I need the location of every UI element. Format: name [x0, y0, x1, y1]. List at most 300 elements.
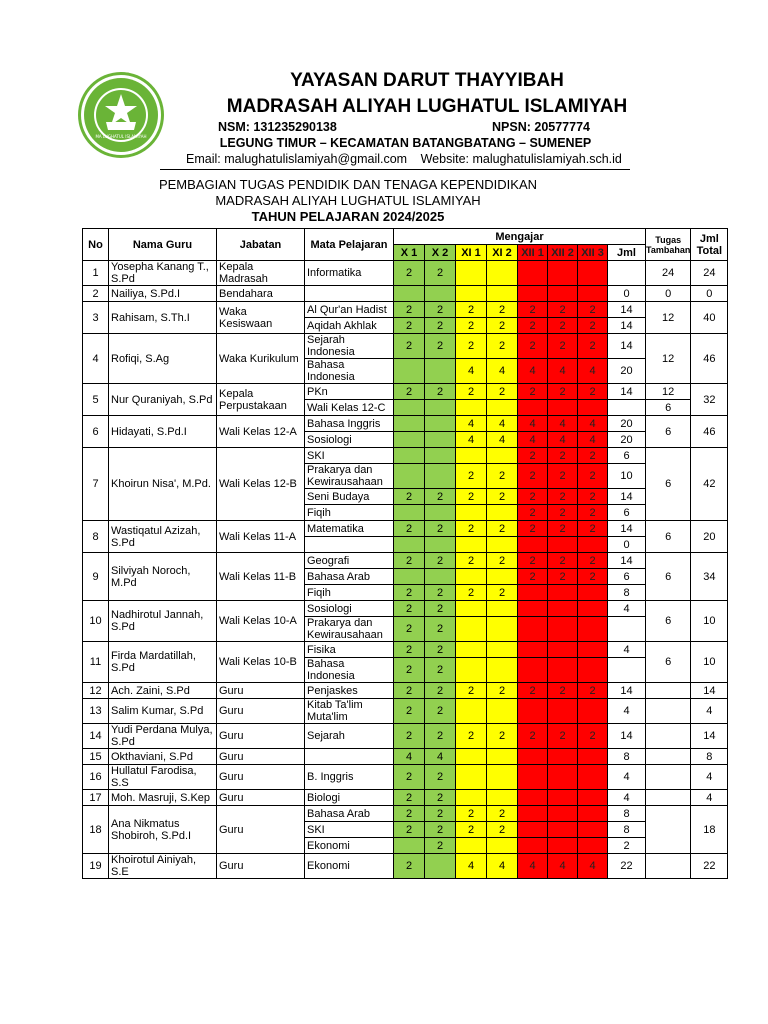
hours-cell: 4: [548, 359, 578, 384]
hours-cell: [548, 617, 578, 642]
hours-cell: 2: [578, 302, 608, 318]
subject: Sosiologi: [305, 432, 394, 448]
hours-cell: 2: [425, 724, 456, 749]
hours-cell: [487, 286, 518, 302]
hours-cell: [518, 617, 548, 642]
hours-cell: 2: [548, 521, 578, 537]
jml-cell: 10: [608, 464, 646, 489]
row-no: 11: [83, 642, 109, 683]
hours-cell: [548, 261, 578, 286]
subject: B. Inggris: [305, 765, 394, 790]
hours-cell: 2: [548, 724, 578, 749]
address: LEGUNG TIMUR – KECAMATAN BATANGBATANG – SUMENEP: [219, 136, 592, 150]
hours-cell: 4: [456, 432, 487, 448]
tugas-cell: 6: [646, 521, 691, 553]
hours-cell: 2: [487, 724, 518, 749]
jml-cell: [608, 261, 646, 286]
hours-cell: 2: [425, 302, 456, 318]
hours-cell: [548, 400, 578, 416]
teacher-jabatan: Bendahara: [217, 286, 305, 302]
hours-cell: [487, 838, 518, 854]
assignment-table: [82, 228, 728, 879]
teacher-name: Yudi Perdana Mulya, S.Pd: [109, 724, 217, 749]
hours-cell: [487, 261, 518, 286]
row-no: 5: [83, 384, 109, 416]
hours-cell: 2: [487, 302, 518, 318]
hours-cell: [456, 642, 487, 658]
row-no: 15: [83, 749, 109, 765]
header-mengajar: Mengajar: [394, 229, 646, 245]
hours-cell: [518, 699, 548, 724]
hours-cell: [548, 642, 578, 658]
hours-cell: [487, 642, 518, 658]
tugas-cell: 6: [646, 416, 691, 448]
school-title: MADRASAH ALIYAH LUGHATUL ISLAMIYAH: [226, 96, 628, 117]
teacher-name: Nailiya, S.Pd.I: [109, 286, 217, 302]
teacher-jabatan: Kepala Madrasah: [217, 261, 305, 286]
hours-cell: [394, 432, 425, 448]
subject: Ekonomi: [305, 838, 394, 854]
hours-cell: [425, 359, 456, 384]
hours-cell: 2: [456, 683, 487, 699]
header-tugas: Tugas Tambahan: [646, 229, 691, 261]
hours-cell: [548, 658, 578, 683]
table-row: [83, 521, 728, 537]
total-cell: 24: [691, 261, 728, 286]
total-cell: 34: [691, 553, 728, 601]
hours-cell: 2: [394, 642, 425, 658]
hours-cell: 2: [394, 553, 425, 569]
hours-cell: 2: [394, 334, 425, 359]
table-row: [83, 416, 728, 432]
teacher-jabatan: Guru: [217, 806, 305, 854]
hours-cell: 2: [425, 601, 456, 617]
jml-cell: 14: [608, 384, 646, 400]
subject: Prakarya dan Kewirausahaan: [305, 617, 394, 642]
hours-cell: 2: [425, 384, 456, 400]
hours-cell: 2: [394, 854, 425, 879]
hours-cell: 2: [487, 683, 518, 699]
subject: Aqidah Akhlak: [305, 318, 394, 334]
row-no: 9: [83, 553, 109, 601]
hours-cell: [578, 765, 608, 790]
row-no: 2: [83, 286, 109, 302]
subject: Biologi: [305, 790, 394, 806]
jml-cell: [608, 400, 646, 416]
hours-cell: [456, 658, 487, 683]
subject: SKI: [305, 448, 394, 464]
hours-cell: [425, 569, 456, 585]
hours-cell: 2: [578, 489, 608, 505]
hours-cell: [518, 765, 548, 790]
hours-cell: 2: [578, 334, 608, 359]
hours-cell: [456, 838, 487, 854]
hours-cell: 2: [425, 683, 456, 699]
hours-cell: [487, 537, 518, 553]
hours-cell: [394, 464, 425, 489]
hours-cell: 4: [548, 432, 578, 448]
website: Website: malughatulislamiyah.sch.id: [420, 152, 622, 166]
hours-cell: [578, 400, 608, 416]
hours-cell: [548, 822, 578, 838]
hours-cell: 2: [425, 585, 456, 601]
hours-cell: [456, 505, 487, 521]
header-total: Jml Total: [691, 229, 728, 261]
total-cell: 10: [691, 642, 728, 683]
total-cell: 14: [691, 724, 728, 749]
subject: Bahasa Arab: [305, 569, 394, 585]
hours-cell: [548, 601, 578, 617]
table-row: [83, 384, 728, 400]
hours-cell: 2: [456, 318, 487, 334]
hours-cell: 2: [394, 318, 425, 334]
total-cell: 32: [691, 384, 728, 416]
hours-cell: [518, 790, 548, 806]
hours-cell: [425, 464, 456, 489]
hours-cell: [456, 537, 487, 553]
subject: Kitab Ta'lim Muta'lim: [305, 699, 394, 724]
hours-cell: [548, 286, 578, 302]
hours-cell: 2: [487, 334, 518, 359]
hours-cell: 2: [425, 806, 456, 822]
total-cell: 20: [691, 521, 728, 553]
hours-cell: [518, 749, 548, 765]
tugas-cell: [646, 749, 691, 765]
row-no: 14: [83, 724, 109, 749]
hours-cell: 2: [578, 569, 608, 585]
table-row: [83, 749, 728, 765]
hours-cell: [456, 699, 487, 724]
hours-cell: 2: [578, 683, 608, 699]
hours-cell: 2: [487, 521, 518, 537]
teacher-name: Khoirotul Ainiyah, S.E: [109, 854, 217, 879]
hours-cell: 2: [394, 658, 425, 683]
tugas-cell: 6: [646, 448, 691, 521]
hours-cell: [425, 854, 456, 879]
hours-cell: 4: [425, 749, 456, 765]
jml-cell: 14: [608, 683, 646, 699]
table-row: [83, 286, 728, 302]
total-cell: 4: [691, 790, 728, 806]
table-row: [83, 261, 728, 286]
teacher-jabatan: Guru: [217, 765, 305, 790]
table-row: [83, 806, 728, 822]
subject: Prakarya dan Kewirausahaan: [305, 464, 394, 489]
tugas-cell: [646, 790, 691, 806]
hours-cell: [425, 448, 456, 464]
teacher-name: Okthaviani, S.Pd: [109, 749, 217, 765]
hours-cell: 2: [394, 699, 425, 724]
jml-cell: 8: [608, 822, 646, 838]
tugas-cell: 6: [646, 553, 691, 601]
hours-cell: [425, 400, 456, 416]
hours-cell: 2: [548, 553, 578, 569]
subject: Bahasa Indonesia: [305, 658, 394, 683]
jml-cell: 4: [608, 601, 646, 617]
hours-cell: 2: [456, 806, 487, 822]
tugas-cell: [646, 806, 691, 854]
hours-cell: 4: [518, 854, 548, 879]
hours-cell: [578, 790, 608, 806]
total-cell: 8: [691, 749, 728, 765]
hours-cell: 2: [425, 642, 456, 658]
contact-line: [186, 152, 632, 166]
subject: Geografi: [305, 553, 394, 569]
jml-cell: 14: [608, 318, 646, 334]
subject: Matematika: [305, 521, 394, 537]
hours-cell: [518, 585, 548, 601]
subject: Ekonomi: [305, 854, 394, 879]
jml-cell: 14: [608, 724, 646, 749]
total-cell: 46: [691, 416, 728, 448]
jml-cell: 4: [608, 642, 646, 658]
header-xi1: XI 1: [456, 245, 487, 261]
subject: [305, 537, 394, 553]
teacher-name: Salim Kumar, S.Pd: [109, 699, 217, 724]
hours-cell: [578, 806, 608, 822]
subject: Sejarah: [305, 724, 394, 749]
hours-cell: [518, 806, 548, 822]
hours-cell: [394, 838, 425, 854]
row-no: 6: [83, 416, 109, 448]
header-no: No: [83, 229, 109, 261]
hours-cell: 2: [394, 601, 425, 617]
hours-cell: 2: [578, 318, 608, 334]
tugas-cell: 24: [646, 261, 691, 286]
row-no: 18: [83, 806, 109, 854]
hours-cell: 2: [456, 521, 487, 537]
hours-cell: 2: [518, 318, 548, 334]
hours-cell: [456, 617, 487, 642]
hours-cell: 2: [518, 489, 548, 505]
jml-cell: 14: [608, 489, 646, 505]
hours-cell: [518, 642, 548, 658]
hours-cell: 2: [518, 505, 548, 521]
hours-cell: 2: [456, 553, 487, 569]
header-xii3: XII 3: [578, 245, 608, 261]
hours-cell: [487, 790, 518, 806]
doc-title-year: TAHUN PELAJARAN 2024/2025: [251, 209, 445, 224]
row-no: 8: [83, 521, 109, 553]
hours-cell: 2: [456, 334, 487, 359]
hours-cell: 2: [425, 765, 456, 790]
hours-cell: [487, 569, 518, 585]
hours-cell: [394, 400, 425, 416]
subject: Bahasa Inggris: [305, 416, 394, 432]
hours-cell: 2: [394, 683, 425, 699]
hours-cell: 2: [487, 384, 518, 400]
row-no: 1: [83, 261, 109, 286]
header-x2: X 2: [425, 245, 456, 261]
hours-cell: [487, 765, 518, 790]
hours-cell: 2: [518, 302, 548, 318]
hours-cell: [487, 749, 518, 765]
hours-cell: 2: [487, 489, 518, 505]
hours-cell: 2: [456, 585, 487, 601]
hours-cell: 2: [425, 617, 456, 642]
tugas-cell: [646, 683, 691, 699]
total-cell: 18: [691, 806, 728, 854]
hours-cell: 2: [548, 464, 578, 489]
hours-cell: 4: [487, 854, 518, 879]
tugas-cell: [646, 724, 691, 749]
hours-cell: [456, 569, 487, 585]
tugas-cell: [646, 854, 691, 879]
header-xii1: XII 1: [518, 245, 548, 261]
hours-cell: 2: [518, 464, 548, 489]
jml-cell: 2: [608, 838, 646, 854]
doc-title-line1: PEMBAGIAN TUGAS PENDIDIK DAN TENAGA KEPENDIDIKAN: [158, 177, 538, 192]
subject: PKn: [305, 384, 394, 400]
jml-cell: [608, 617, 646, 642]
hours-cell: 2: [518, 334, 548, 359]
hours-cell: 2: [578, 448, 608, 464]
subject: Penjaskes: [305, 683, 394, 699]
hours-cell: [394, 537, 425, 553]
row-no: 16: [83, 765, 109, 790]
hours-cell: [578, 642, 608, 658]
hours-cell: [518, 261, 548, 286]
table-row: [83, 642, 728, 658]
total-cell: 46: [691, 334, 728, 384]
hours-cell: [456, 601, 487, 617]
jml-cell: 14: [608, 553, 646, 569]
tugas-cell: 6: [646, 601, 691, 642]
hours-cell: 2: [578, 724, 608, 749]
total-cell: 14: [691, 683, 728, 699]
hours-cell: 2: [456, 822, 487, 838]
total-cell: 22: [691, 854, 728, 879]
hours-cell: 2: [548, 318, 578, 334]
subject: Sejarah Indonesia: [305, 334, 394, 359]
subject: SKI: [305, 822, 394, 838]
hours-cell: 2: [394, 384, 425, 400]
subject: Informatika: [305, 261, 394, 286]
hours-cell: [394, 286, 425, 302]
hours-cell: [456, 790, 487, 806]
jml-cell: 20: [608, 416, 646, 432]
jml-cell: 0: [608, 286, 646, 302]
hours-cell: [456, 286, 487, 302]
hours-cell: 2: [548, 302, 578, 318]
jml-cell: 6: [608, 505, 646, 521]
teacher-jabatan: Guru: [217, 854, 305, 879]
hours-cell: [578, 286, 608, 302]
teacher-name: Khoirun Nisa', M.Pd.: [109, 448, 217, 521]
hours-cell: 2: [394, 724, 425, 749]
jml-cell: 4: [608, 699, 646, 724]
hours-cell: 4: [487, 359, 518, 384]
jml-cell: [608, 658, 646, 683]
hours-cell: [548, 765, 578, 790]
hours-cell: 2: [518, 724, 548, 749]
teacher-jabatan: Guru: [217, 749, 305, 765]
foundation-title: YAYASAN DARUT THAYYIBAH: [290, 70, 564, 91]
jml-cell: 8: [608, 585, 646, 601]
tugas-cell: 12: [646, 302, 691, 334]
hours-cell: [578, 658, 608, 683]
hours-cell: [578, 261, 608, 286]
hours-cell: 2: [487, 822, 518, 838]
subject: [305, 286, 394, 302]
hours-cell: 2: [456, 489, 487, 505]
teacher-name: Silviyah Noroch, M.Pd: [109, 553, 217, 601]
header-xii2: XII 2: [548, 245, 578, 261]
teacher-name: Ana Nikmatus Shobiroh, S.Pd.I: [109, 806, 217, 854]
hours-cell: [487, 601, 518, 617]
hours-cell: 2: [394, 261, 425, 286]
hours-cell: 4: [456, 854, 487, 879]
hours-cell: 2: [456, 302, 487, 318]
teacher-name: Yosepha Kanang T., S.Pd: [109, 261, 217, 286]
hours-cell: 2: [425, 521, 456, 537]
header-jml: Jml: [608, 245, 646, 261]
hours-cell: [487, 699, 518, 724]
hours-cell: [456, 749, 487, 765]
row-no: 12: [83, 683, 109, 699]
hours-cell: [425, 432, 456, 448]
table-row: [83, 765, 728, 790]
row-no: 3: [83, 302, 109, 334]
hours-cell: [518, 400, 548, 416]
subject: Sosiologi: [305, 601, 394, 617]
hours-cell: [578, 838, 608, 854]
hours-cell: [425, 416, 456, 432]
hours-cell: 2: [425, 822, 456, 838]
table-row: [83, 448, 728, 464]
hours-cell: [518, 822, 548, 838]
hours-cell: [548, 790, 578, 806]
teacher-name: Rofiqi, S.Ag: [109, 334, 217, 384]
hours-cell: 2: [456, 724, 487, 749]
hours-cell: 2: [578, 553, 608, 569]
hours-cell: 2: [394, 822, 425, 838]
hours-cell: [578, 617, 608, 642]
tugas-cell: [646, 699, 691, 724]
hours-cell: 2: [518, 521, 548, 537]
hours-cell: [425, 505, 456, 521]
row-no: 13: [83, 699, 109, 724]
subject: Fiqih: [305, 505, 394, 521]
hours-cell: 2: [394, 790, 425, 806]
row-no: 4: [83, 334, 109, 384]
total-cell: 42: [691, 448, 728, 521]
hours-cell: 2: [518, 569, 548, 585]
subject: Wali Kelas 12-C: [305, 400, 394, 416]
total-cell: 40: [691, 302, 728, 334]
hours-cell: 2: [487, 464, 518, 489]
header-x1: X 1: [394, 245, 425, 261]
teacher-name: Hidayati, S.Pd.I: [109, 416, 217, 448]
teacher-jabatan: Wali Kelas 11-B: [217, 553, 305, 601]
hours-cell: [578, 537, 608, 553]
teacher-name: Rahisam, S.Th.I: [109, 302, 217, 334]
jml-cell: 4: [608, 765, 646, 790]
hours-cell: 2: [578, 384, 608, 400]
hours-cell: 2: [425, 790, 456, 806]
hours-cell: [394, 569, 425, 585]
hours-cell: 2: [425, 334, 456, 359]
hours-cell: 4: [487, 432, 518, 448]
tugas-cell: 12: [646, 334, 691, 384]
hours-cell: [425, 537, 456, 553]
hours-cell: 2: [518, 553, 548, 569]
hours-cell: [548, 585, 578, 601]
hours-cell: 2: [394, 617, 425, 642]
hours-cell: 4: [578, 854, 608, 879]
jml-cell: 14: [608, 521, 646, 537]
teacher-jabatan: Guru: [217, 683, 305, 699]
